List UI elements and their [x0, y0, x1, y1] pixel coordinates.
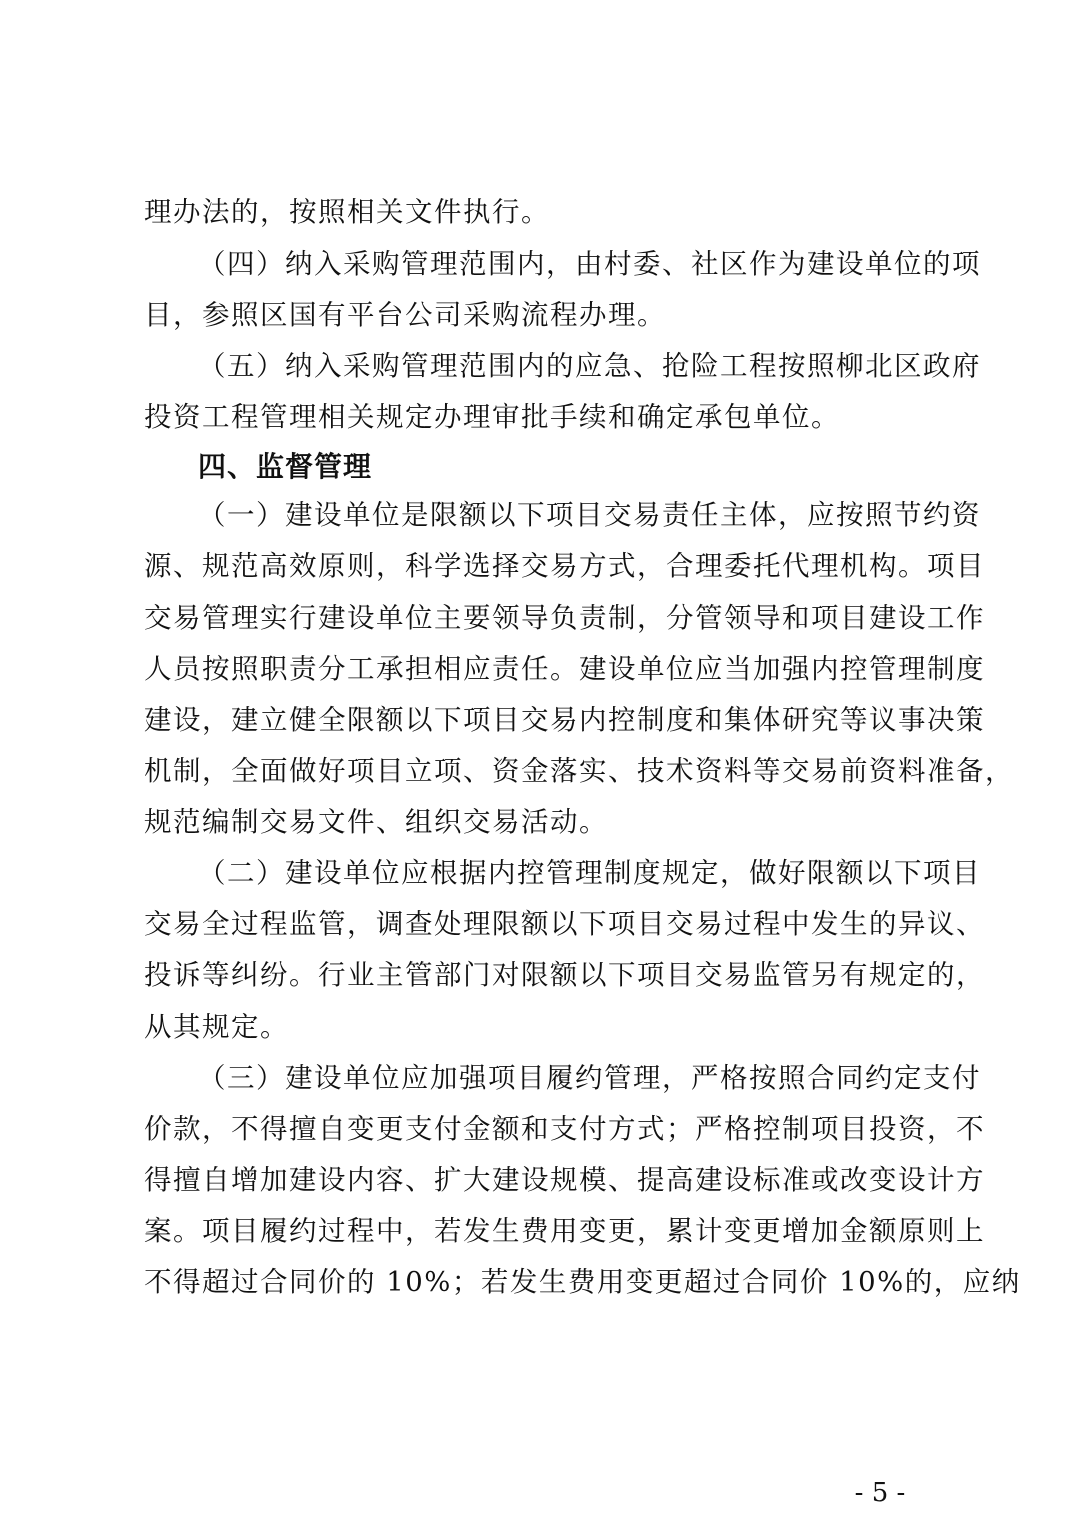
paragraph-line: （四）纳入采购管理范围内，由村委、社区作为建设单位的项 [198, 248, 981, 280]
paragraph-line: 投资工程管理相关规定办理审批手续和确定承包单位。 [144, 401, 840, 433]
paragraph-line: （三）建设单位应加强项目履约管理，严格按照合同约定支付 [198, 1062, 981, 1094]
paragraph-line: 目，参照区国有平台公司采购流程办理。 [144, 299, 666, 331]
paragraph-line: 得擅自增加建设内容、扩大建设规模、提高建设标准或改变设计方 [144, 1164, 985, 1196]
paragraph-line: 案。项目履约过程中，若发生费用变更，累计变更增加金额原则上 [144, 1215, 985, 1247]
paragraph-line: 价款，不得擅自变更支付金额和支付方式；严格控制项目投资，不 [144, 1113, 985, 1145]
paragraph-line: 不得超过合同价的 10%；若发生费用变更超过合同价 10%的，应纳 [144, 1266, 1021, 1298]
paragraph-line: 从其规定。 [144, 1011, 289, 1043]
paragraph-line: 规范编制交易文件、组织交易活动。 [144, 806, 608, 838]
paragraph-line: 源、规范高效原则，科学选择交易方式，合理委托代理机构。项目 [144, 550, 985, 582]
paragraph-line: 交易全过程监管，调查处理限额以下项目交易过程中发生的异议、 [144, 908, 985, 940]
paragraph-line: （二）建设单位应根据内控管理制度规定，做好限额以下项目 [198, 857, 981, 889]
paragraph-line: 人员按照职责分工承担相应责任。建设单位应当加强内控管理制度 [144, 653, 985, 685]
paragraph-line: 交易管理实行建设单位主要领导负责制，分管领导和项目建设工作 [144, 602, 985, 634]
paragraph-line: 机制，全面做好项目立项、资金落实、技术资料等交易前资料准备， [144, 755, 1014, 787]
paragraph-line: 理办法的，按照相关文件执行。 [144, 196, 550, 228]
paragraph-line: （一）建设单位是限额以下项目交易责任主体，应按照节约资 [198, 499, 981, 531]
paragraph-line: 投诉等纠纷。行业主管部门对限额以下项目交易监管另有规定的， [144, 959, 985, 991]
paragraph-line: （五）纳入采购管理范围内的应急、抢险工程按照柳北区政府 [198, 350, 981, 382]
paragraph-line: 建设，建立健全限额以下项目交易内控制度和集体研究等议事决策 [144, 704, 985, 736]
page-number: - 5 - [854, 1478, 906, 1508]
section-heading: 四、监督管理 [198, 450, 373, 483]
